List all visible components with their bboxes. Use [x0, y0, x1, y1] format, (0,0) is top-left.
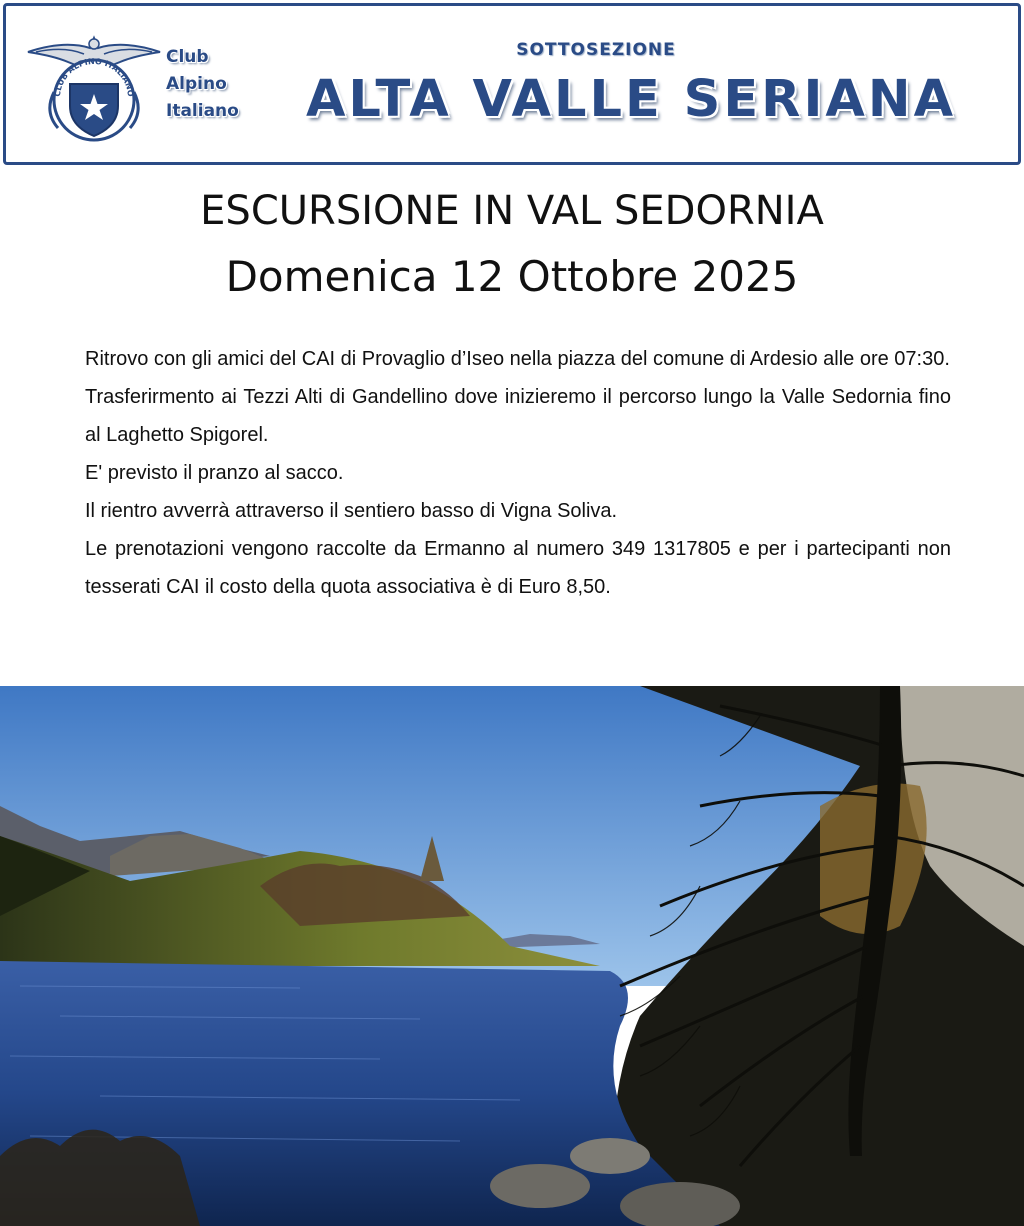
club-line-1: Club	[166, 47, 209, 67]
event-description	[85, 340, 951, 606]
lake-landscape-photo	[0, 686, 1024, 1226]
cai-eagle-logo-icon	[24, 32, 164, 146]
paragraph-booking: Le prenotazioni vengono raccolte da Ermanno al numero 349 1317805 e per i partecipanti non tesserati CAI il costo della quota associativa è di Euro 8,50.	[85, 538, 951, 598]
paragraph-transfer: Trasferirmento ai Tezzi Alti di Gandellino dove inizieremo il percorso lungo la Valle Sedornia fino al Laghetto Spigorel.	[85, 386, 951, 446]
paragraph-meeting: Ritrovo con gli amici del CAI di Provaglio d’Iseo nella piazza del comune di Ardesio alle ore 07:30.	[85, 348, 950, 370]
club-name	[166, 44, 239, 125]
paragraph-return: Il rientro avverrà attraverso il sentiero basso di Vigna Soliva.	[85, 500, 618, 522]
paragraph-lunch: E' previsto il pranzo al sacco.	[85, 462, 344, 484]
club-line-2: Alpino	[166, 74, 227, 94]
club-line-3: Italiano	[166, 101, 239, 121]
section-name: ALTA VALLE SERIANA	[305, 70, 957, 129]
event-title: ESCURSIONE IN VAL SEDORNIA	[200, 188, 824, 234]
event-date: Domenica 12 Ottobre 2025	[225, 252, 799, 301]
header-banner	[3, 3, 1021, 165]
logo-ring-text: CLUB ALPINO ITALIANO	[52, 56, 136, 98]
subsection-label: SOTTOSEZIONE	[516, 40, 676, 60]
